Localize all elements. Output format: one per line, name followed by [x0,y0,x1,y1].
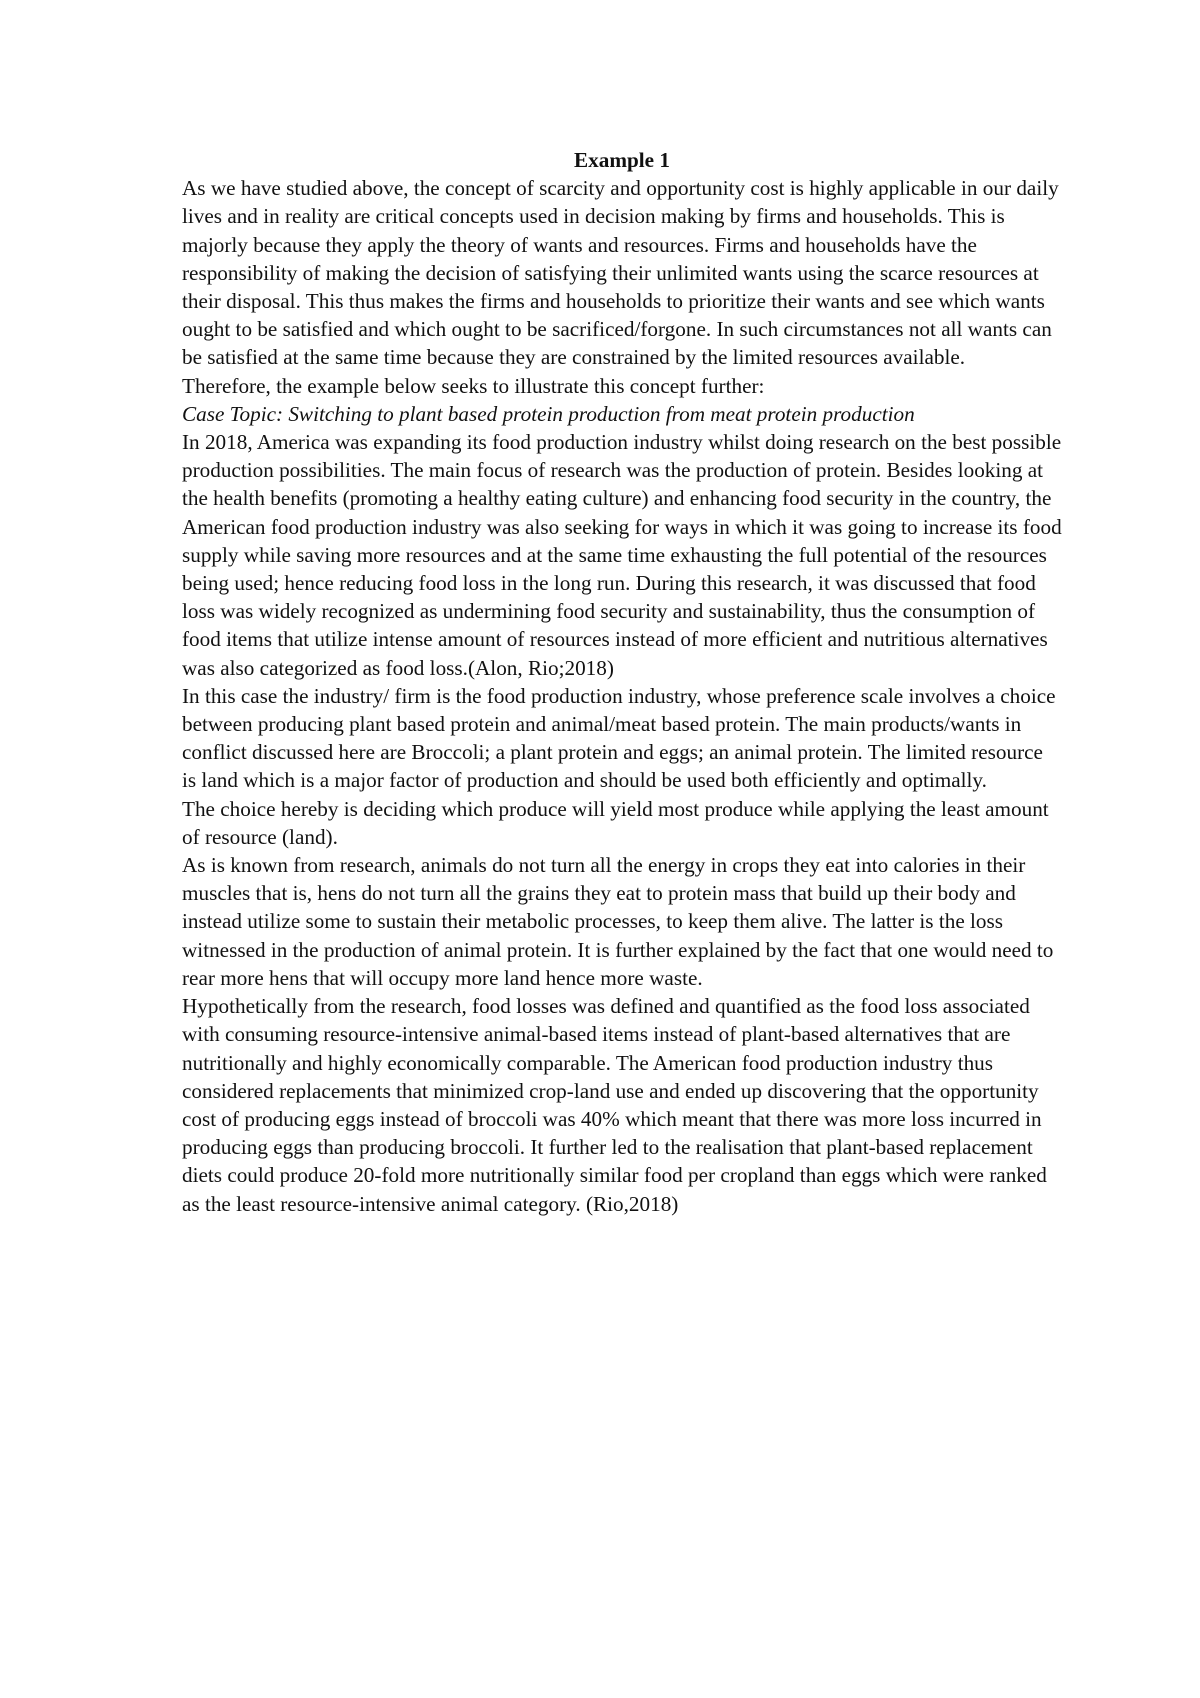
intro-paragraph: As we have studied above, the concept of scarcity and opportunity cost is highly applicable in our daily lives and in reality are critical concepts used in decision making by firms and households. This is majorly because they apply the theory of wants and resources. Firms and households have the responsibility of making the decision of satisfying their unlimited wants using the scarce resources at their disposal. This thus makes the firms and households to prioritize their wants and see which wants ought to be satisfied and which ought to be sacrificed/forgone. In such circumstances not all wants can be satisfied at the same time because they are constrained by the limited resources available. [182,176,1059,370]
preference-scale-paragraph: In this case the industry/ firm is the food production industry, whose preference scale involves a choice between producing plant based protein and animal/meat based protein. The main products/wants in conflict discussed here are Broccoli; a plant protein and eggs; an animal protein. The limited resource is land which is a major factor of production and should be used both efficiently and optimally. [182,683,1056,793]
case-topic-heading: Case Topic: Switching to plant based protein production from meat protein production [182,401,915,426]
document-title: Example 1 [574,148,670,172]
energy-loss-paragraph: As is known from research, animals do not turn all the energy in crops they eat into calories in their muscles that is, hens do not turn all the grains they eat to protein mass that build up their body and instead utilize some to sustain their metabolic processes, to keep them alive. The latter is the loss witnessed in the production of animal protein. It is further explained by the fact that one would need to rear more hens that will occupy more land hence more waste. [182,853,1054,990]
research-paragraph: In 2018, America was expanding its food production industry whilst doing research on the best possible production possibilities. The main focus of research was the production of protein. Besides looking at the health benefits (promoting a healthy eating culture) and enhancing food security in the country, the American food production industry was also seeking for ways in which it was going to increase its food supply while saving more resources and at the same time exhausting the full potential of the resources being used; hence reducing food loss in the long run. During this research, it was discussed that food loss was widely recognized as undermining food security and sustainability, thus the consumption of food items that utilize intense amount of resources instead of more efficient and nutritious alternatives was also categorized as food loss.(Alon, Rio;2018) [182,430,1062,680]
opportunity-cost-paragraph: Hypothetically from the research, food losses was defined and quantified as the food loss associated with consuming resource-intensive animal-based items instead of plant-based alternatives that are nutritionally and highly economically comparable. The American food production industry thus considered replacements that minimized crop-land use and ended up discovering that the opportunity cost of producing eggs instead of broccoli was 40% which meant that there was more loss incurred in producing eggs than producing broccoli. It further led to the realisation that plant-based replacement diets could produce 20-fold more nutritionally similar food per cropland than eggs which were ranked as the least resource-intensive animal category. (Rio,2018) [182,994,1047,1216]
document-body [182,146,1062,1218]
transition-paragraph: Therefore, the example below seeks to illustrate this concept further: [182,373,765,398]
choice-paragraph: The choice hereby is deciding which produce will yield most produce while applying the least amount of resource (land). [182,796,1049,849]
